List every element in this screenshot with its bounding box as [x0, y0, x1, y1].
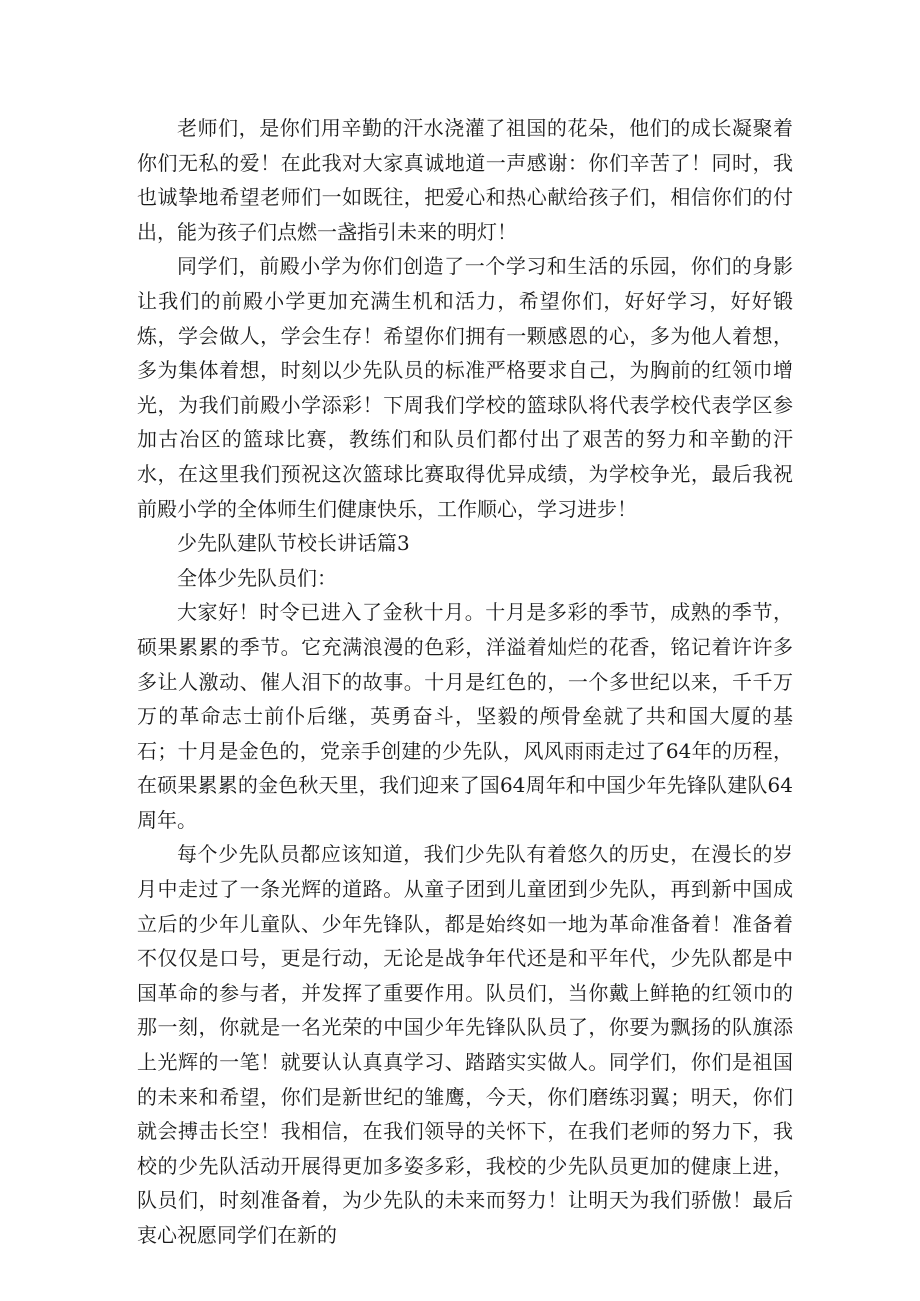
paragraph-october: 大家好！时令已进入了金秋十月。十月是多彩的季节，成熟的季节，硕果累累的季节。它充满浪漫的色彩，洋溢着灿烂的花香，铭记着许许多多让人激动、催人泪下的故事。十月是红色的，一个多世纪以来，千千万万的革命志士前仆后继，英勇奋斗，坚毅的颅骨垒就了共和国大厦的基石；十月是金色的，党亲手创建的少先队，风风雨雨走过了64年的历程，在硕果累累的金色秋天里，我们迎来了国64周年和中国少年先锋队建队64周年。 — [137, 600, 793, 832]
paragraph-history: 每个少先队员都应该知道，我们少先队有着悠久的历史，在漫长的岁月中走过了一条光辉的道路。从童子团到儿童团到少先队，再到新中国成立后的少年儿童队、少年先锋队，都是始终如一地为革命准备着！准备着不仅仅是口号，更是行动，无论是战争年代还是和平年代，少先队都是中国革命的参与者，并发挥了重要作用。队员们，当你戴上鲜艳的红领巾的那一刻，你就是一名光荣的中国少年先锋队队员了，你要为飘扬的队旗添上光辉的一笔！就要认认真真学习、踏踏实实做人。同学们，你们是祖国的未来和希望，你们是新世纪的雏鹰，今天，你们磨练羽翼；明天，你们就会搏击长空！我相信，在我们领导的关怀下，在我们老师的努力下，我校的少先队活动开展得更加多姿多彩，我校的少先队员更加的健康上进，队员们，时刻准备着，为少先队的未来而努力！让明天为我们骄傲！最后衷心祝愿同学们在新的 — [137, 842, 793, 1247]
section-title: 少先队建队节校长讲话篇3 — [177, 531, 410, 556]
salutation: 全体少先队员们： — [177, 565, 337, 590]
paragraph-students: 同学们，前殿小学为你们创造了一个学习和生活的乐园，你们的身影让我们的前殿小学更加充满生机和活力，希望你们，好好学习，好好锻炼，学会做人，学会生存！希望你们拥有一颗感恩的心，多为他人着想，多为集体着想，时刻以少先队员的标准严格要求自己，为胸前的红领巾增光，为我们前殿小学添彩！下周我们学校的篮球队将代表学校代表学区参加古冶区的篮球比赛，教练们和队员们都付出了艰苦的努力和辛勤的汗水，在这里我们预祝这次篮球比赛取得优异成绩，为学校争光，最后我祝前殿小学的全体师生们健康快乐，工作顺心，学习进步！ — [137, 254, 793, 521]
document-body — [137, 111, 793, 1253]
paragraph-teachers: 老师们，是你们用辛勤的汗水浇灌了祖国的花朵，他们的成长凝聚着你们无私的爱！在此我对大家真诚地道一声感谢：你们辛苦了！同时，我也诚挚地希望老师们一如既往，把爱心和热心献给孩子们，相信你们的付出，能为孩子们点燃一盏指引未来的明灯！ — [137, 116, 793, 244]
